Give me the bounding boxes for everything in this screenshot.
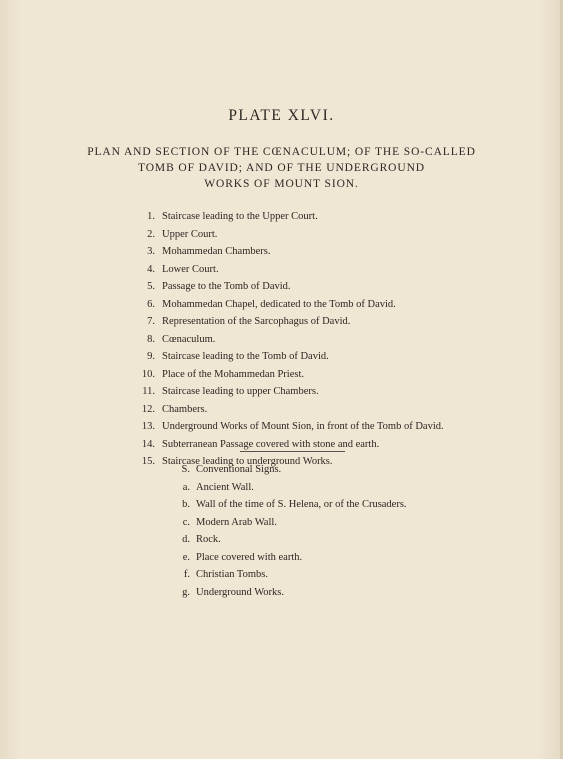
sign-key: f. [183,569,190,580]
item-text: Place of the Mohammedan Priest. [162,368,305,380]
sign-text: Underground Works. [196,586,285,598]
plate-title: PLATE XLVI. [228,107,335,124]
sign-text: Rock. [196,534,221,545]
item-number: 15. [141,456,155,467]
sign-text: Modern Arab Wall. [196,516,277,528]
sign-key: d. [182,534,190,545]
item-number: 7. [147,316,155,327]
item-text: Chambers. [162,403,208,415]
item-number: 6. [147,298,155,310]
sign-key: g. [182,586,190,598]
item-text: Mohammedan Chambers. [162,246,271,257]
item-number: 14. [141,438,155,450]
sign-text: Ancient Wall. [196,481,254,493]
item-text: Staircase leading to upper Chambers. [162,386,319,397]
item-number: 10. [141,368,155,380]
item-text: Cœnaculum. [162,333,216,345]
sign-key: S. [181,464,190,475]
heading-line-3: WORKS OF MOUNT SION. [204,178,359,190]
item-number: 2. [147,228,155,240]
sign-key: c. [182,516,190,528]
item-number: 1. [147,211,155,222]
item-text: Mohammedan Chapel, dedicated to the Tomb of David. [162,298,396,310]
item-number: 3. [147,246,155,257]
item-number: 12. [141,403,155,415]
item-text: Passage to the Tomb of David. [162,281,291,292]
sign-key: a. [182,481,190,493]
sign-text: Conventional Signs. [196,464,282,475]
item-number: 9. [147,351,155,362]
divider-rule [240,451,345,452]
sign-text: Wall of the time of S. Helena, or of the Crusaders. [196,499,407,510]
item-text: Lower Court. [162,263,219,275]
heading-line-2: TOMB OF DAVID; AND OF THE UNDERGROUND [138,162,425,174]
item-number: 11. [142,386,155,397]
item-number: 5. [147,281,155,292]
sign-key: b. [182,499,190,510]
heading-line-1: PLAN AND SECTION OF THE CŒNACULUM; OF THE SO-CALLED [87,146,476,158]
item-text: Staircase leading to underground Works. [162,456,333,467]
item-number: 13. [141,421,155,432]
item-text: Staircase leading to the Upper Court. [162,211,318,222]
sign-text: Christian Tombs. [196,569,268,580]
item-text: Upper Court. [162,228,218,240]
sign-key: e. [182,551,190,563]
item-text: Subterranean Passage covered with stone and earth. [162,438,380,450]
item-text: Representation of the Sarcophagus of David. [162,316,351,327]
item-number: 8. [147,333,155,345]
item-text: Underground Works of Mount Sion, in front of the Tomb of David. [162,421,444,432]
sign-text: Place covered with earth. [196,551,303,563]
item-text: Staircase leading to the Tomb of David. [162,351,329,362]
item-number: 4. [147,263,155,275]
